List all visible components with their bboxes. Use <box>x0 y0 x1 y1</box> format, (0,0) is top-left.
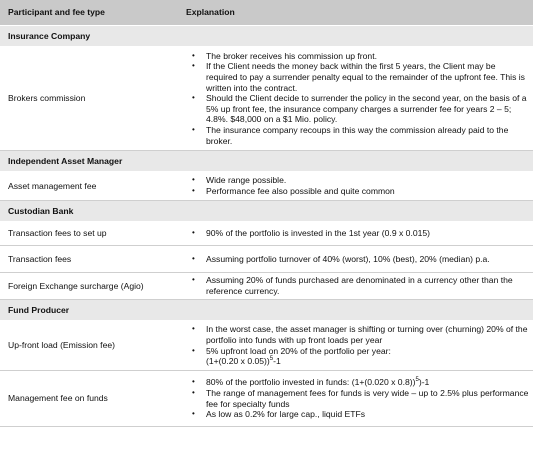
section-title: Custodian Bank <box>0 201 533 222</box>
list-item <box>192 377 529 388</box>
list-item: • Assuming portfolio turnover of 40% (worst), 10% (best), 20% (median) p.a. <box>192 254 529 265</box>
formula-exponent: 5 <box>269 356 274 363</box>
list-item: • The range of management fees for funds is very wide – up to 2.5% plus performance fee for specialty funds <box>192 388 529 409</box>
table-row <box>0 246 533 273</box>
fee-type: Transaction fees <box>0 246 178 273</box>
section-title: Independent Asset Manager <box>0 151 533 172</box>
formula <box>192 356 529 367</box>
section-insurance-company <box>0 26 533 47</box>
formula-tail: -1 <box>273 356 281 367</box>
explanation <box>178 172 533 201</box>
list-item: • The insurance company recoups in this way the commission already paid to the broker. <box>192 125 529 146</box>
formula-base: 80% of the portfolio invested in funds: (1+(0.020 x 0.8)) <box>206 377 416 388</box>
fee-type: Foreign Exchange surcharge (Agio) <box>0 273 178 300</box>
list-item: • As low as 0.2% for large cap., liquid ETFs <box>192 409 529 420</box>
section-fund-producer <box>0 300 533 321</box>
list-item: • Assuming 20% of funds purchased are denominated in a currency other than the reference currency. <box>192 275 529 296</box>
table-row <box>0 222 533 246</box>
explanation <box>178 321 533 371</box>
list-item: • Should the Client decide to surrender the policy in the second year, on the basis of a 5% up front fee, the insurance company charges a surrender fee for years 2 – 5; 4.8%. $48,000 on a $1 Mio. policy. <box>192 93 529 125</box>
fee-type: Management fee on funds <box>0 371 178 427</box>
table-row <box>0 47 533 151</box>
formula-base: (1+(0.20 x 0.05)) <box>206 356 270 367</box>
list-item: • If the Client needs the money back within the first 5 years, the Client may be required to pay a surrender penalty equal to the remainder of the upfront fee. This is written into the contract. <box>192 61 529 93</box>
table-row <box>0 172 533 201</box>
header-explanation: Explanation <box>178 0 533 26</box>
list-item: • Performance fee also possible and quite common <box>192 186 529 197</box>
section-title: Fund Producer <box>0 300 533 321</box>
formula-tail: )-1 <box>418 377 430 388</box>
explanation <box>178 47 533 151</box>
list-item: • Wide range possible. <box>192 175 529 186</box>
section-custodian-bank <box>0 201 533 222</box>
header-participant: Participant and fee type <box>0 0 178 26</box>
list-item: • 90% of the portfolio is invested in the 1st year (0.9 x 0.015) <box>192 228 529 239</box>
section-independent-asset-manager <box>0 151 533 172</box>
table-row <box>0 321 533 371</box>
explanation <box>178 246 533 273</box>
list-item: • The broker receives his commission up front. <box>192 51 529 62</box>
fee-type: Brokers commission <box>0 47 178 151</box>
formula-exponent: 5 <box>415 377 419 384</box>
table-header-row <box>0 0 533 26</box>
table-row <box>0 371 533 427</box>
list-item: • 5% upfront load on 20% of the portfolio per year: <box>192 346 529 357</box>
section-title: Insurance Company <box>0 26 533 47</box>
fee-type: Transaction fees to set up <box>0 222 178 246</box>
explanation <box>178 222 533 246</box>
fee-type: Up-front load (Emission fee) <box>0 321 178 371</box>
table-row <box>0 273 533 300</box>
fee-type: Asset management fee <box>0 172 178 201</box>
explanation <box>178 371 533 427</box>
explanation <box>178 273 533 300</box>
list-item: • In the worst case, the asset manager is shifting or turning over (churning) 20% of the portfolio into funds with up front loads per year <box>192 324 529 345</box>
